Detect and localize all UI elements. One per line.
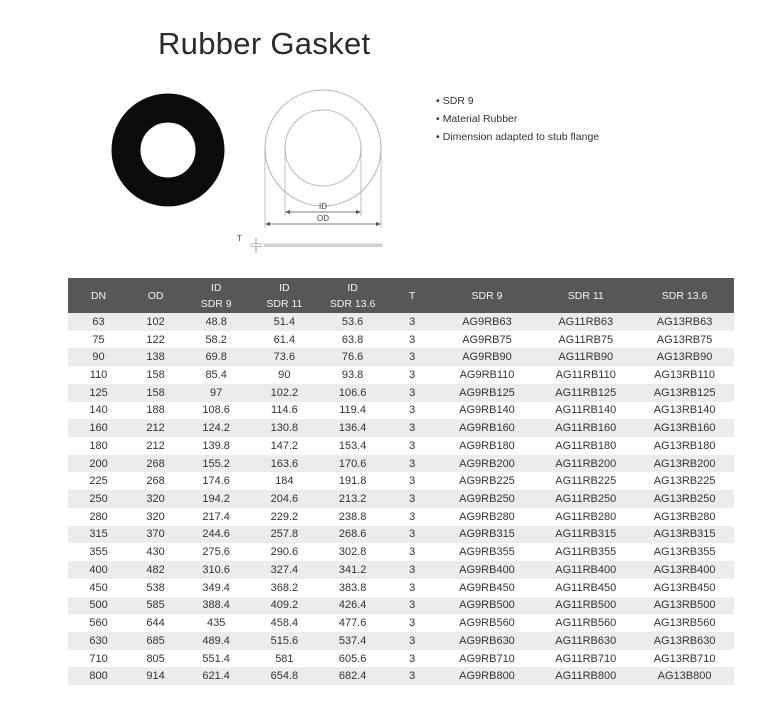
- table-cell: AG11RB500: [536, 597, 635, 615]
- table-header-row: [68, 278, 734, 313]
- table-cell: 3: [387, 632, 438, 650]
- table-cell: 110: [68, 366, 129, 384]
- od-label: OD: [317, 214, 329, 223]
- table-row: [68, 331, 734, 349]
- spec-item: • Material Rubber: [436, 113, 518, 125]
- table-cell: 682.4: [318, 667, 386, 685]
- table-cell: 238.8: [318, 508, 386, 526]
- header-sdr11: SDR 11: [536, 278, 635, 313]
- table-cell: 355: [68, 543, 129, 561]
- table-cell: 914: [129, 667, 182, 685]
- table-cell: 450: [68, 579, 129, 597]
- table-cell: 48.8: [182, 313, 250, 331]
- table-cell: 3: [387, 437, 438, 455]
- table-cell: AG9RB160: [438, 419, 537, 437]
- table-cell: 3: [387, 508, 438, 526]
- table-cell: 320: [129, 508, 182, 526]
- header-sdr13-6: SDR 13.6: [635, 278, 734, 313]
- table-row: [68, 348, 734, 366]
- table-cell: 106.6: [318, 384, 386, 402]
- table-cell: AG11RB710: [536, 650, 635, 668]
- table-cell: AG13RB90: [635, 348, 734, 366]
- table-cell: AG13RB450: [635, 579, 734, 597]
- table-cell: AG13RB160: [635, 419, 734, 437]
- header-id-sdr13-6: ID SDR 13.6: [318, 278, 386, 313]
- table-row: [68, 667, 734, 685]
- table-cell: 538: [129, 579, 182, 597]
- table-cell: 153.4: [318, 437, 386, 455]
- page-title: Rubber Gasket: [158, 26, 371, 61]
- table-row: [68, 384, 734, 402]
- table-cell: 76.6: [318, 348, 386, 366]
- table-cell: 69.8: [182, 348, 250, 366]
- table-cell: 3: [387, 526, 438, 544]
- table-cell: 170.6: [318, 455, 386, 473]
- table-cell: 630: [68, 632, 129, 650]
- table-row: [68, 455, 734, 473]
- table-cell: 268.6: [318, 526, 386, 544]
- table-cell: AG11RB63: [536, 313, 635, 331]
- table-cell: AG13RB400: [635, 561, 734, 579]
- table-cell: AG11RB160: [536, 419, 635, 437]
- table-cell: 51.4: [250, 313, 318, 331]
- table-cell: 229.2: [250, 508, 318, 526]
- table-cell: 102.2: [250, 384, 318, 402]
- table-cell: 280: [68, 508, 129, 526]
- table-cell: AG11RB200: [536, 455, 635, 473]
- table-cell: AG11RB630: [536, 632, 635, 650]
- table-row: [68, 402, 734, 420]
- table-cell: 644: [129, 614, 182, 632]
- table-row: [68, 437, 734, 455]
- table-cell: 621.4: [182, 667, 250, 685]
- table-cell: 138: [129, 348, 182, 366]
- table-row: [68, 614, 734, 632]
- table-row: [68, 366, 734, 384]
- table-cell: 90: [68, 348, 129, 366]
- table-cell: 315: [68, 526, 129, 544]
- table-cell: AG9RB630: [438, 632, 537, 650]
- table-cell: 213.2: [318, 490, 386, 508]
- table-cell: AG9RB450: [438, 579, 537, 597]
- table-cell: AG9RB560: [438, 614, 537, 632]
- table-row: [68, 632, 734, 650]
- table-cell: 341.2: [318, 561, 386, 579]
- table-cell: AG11RB355: [536, 543, 635, 561]
- table-cell: 310.6: [182, 561, 250, 579]
- table-cell: AG9RB800: [438, 667, 537, 685]
- gasket-side-profile: [264, 244, 382, 247]
- table-cell: 212: [129, 437, 182, 455]
- table-cell: 73.6: [250, 348, 318, 366]
- table-cell: 537.4: [318, 632, 386, 650]
- table-cell: 58.2: [182, 331, 250, 349]
- table-cell: AG9RB140: [438, 402, 537, 420]
- table-cell: AG9RB225: [438, 472, 537, 490]
- table-cell: 204.6: [250, 490, 318, 508]
- table-cell: AG13B800: [635, 667, 734, 685]
- table-row: [68, 508, 734, 526]
- table-cell: 290.6: [250, 543, 318, 561]
- table-cell: 3: [387, 313, 438, 331]
- table-cell: AG13RB75: [635, 331, 734, 349]
- table-cell: 250: [68, 490, 129, 508]
- table-cell: 3: [387, 366, 438, 384]
- table-row: [68, 526, 734, 544]
- table-cell: AG13RB630: [635, 632, 734, 650]
- table-cell: 805: [129, 650, 182, 668]
- table-cell: 244.6: [182, 526, 250, 544]
- table-cell: AG11RB800: [536, 667, 635, 685]
- table-cell: AG11RB400: [536, 561, 635, 579]
- table-cell: 3: [387, 543, 438, 561]
- table-row: [68, 650, 734, 668]
- table-cell: AG13RB180: [635, 437, 734, 455]
- table-cell: AG9RB75: [438, 331, 537, 349]
- table-cell: 409.2: [250, 597, 318, 615]
- table-cell: AG9RB250: [438, 490, 537, 508]
- table-cell: 75: [68, 331, 129, 349]
- header-sdr9: SDR 9: [438, 278, 537, 313]
- inner-diameter-circle: [285, 110, 361, 186]
- table-cell: AG11RB75: [536, 331, 635, 349]
- table-cell: AG13RB63: [635, 313, 734, 331]
- table-cell: AG13RB110: [635, 366, 734, 384]
- table-cell: 191.8: [318, 472, 386, 490]
- table-cell: 585: [129, 597, 182, 615]
- table-cell: 370: [129, 526, 182, 544]
- table-cell: 320: [129, 490, 182, 508]
- table-cell: AG9RB110: [438, 366, 537, 384]
- table-cell: 140: [68, 402, 129, 420]
- table-cell: AG11RB225: [536, 472, 635, 490]
- table-row: [68, 579, 734, 597]
- header-od: OD: [129, 278, 182, 313]
- table-cell: 349.4: [182, 579, 250, 597]
- table-cell: 130.8: [250, 419, 318, 437]
- table-cell: AG9RB315: [438, 526, 537, 544]
- table-cell: 302.8: [318, 543, 386, 561]
- table-cell: 489.4: [182, 632, 250, 650]
- table-row: [68, 490, 734, 508]
- table-cell: 368.2: [250, 579, 318, 597]
- table-cell: AG13RB560: [635, 614, 734, 632]
- id-label: ID: [319, 202, 327, 211]
- table-cell: AG13RB710: [635, 650, 734, 668]
- table-cell: 430: [129, 543, 182, 561]
- table-cell: 3: [387, 348, 438, 366]
- table-cell: 194.2: [182, 490, 250, 508]
- table-cell: AG13RB500: [635, 597, 734, 615]
- table-cell: 53.6: [318, 313, 386, 331]
- table-cell: 85.4: [182, 366, 250, 384]
- table-cell: AG9RB63: [438, 313, 537, 331]
- table-cell: 3: [387, 472, 438, 490]
- table-cell: 225: [68, 472, 129, 490]
- table-cell: 605.6: [318, 650, 386, 668]
- table-cell: 125: [68, 384, 129, 402]
- table-cell: 551.4: [182, 650, 250, 668]
- table-cell: 3: [387, 597, 438, 615]
- table-cell: 93.8: [318, 366, 386, 384]
- table-cell: 268: [129, 472, 182, 490]
- table-cell: 97: [182, 384, 250, 402]
- table-cell: AG11RB180: [536, 437, 635, 455]
- gasket-dimensions-table: [68, 278, 734, 685]
- table-cell: 61.4: [250, 331, 318, 349]
- table-cell: 477.6: [318, 614, 386, 632]
- table-cell: 3: [387, 419, 438, 437]
- table-cell: 158: [129, 366, 182, 384]
- table-cell: 327.4: [250, 561, 318, 579]
- t-label: T: [237, 234, 242, 243]
- table-cell: 180: [68, 437, 129, 455]
- table-cell: AG13RB125: [635, 384, 734, 402]
- table-cell: AG13RB140: [635, 402, 734, 420]
- table-cell: 3: [387, 579, 438, 597]
- table-cell: AG13RB355: [635, 543, 734, 561]
- table-cell: 3: [387, 614, 438, 632]
- table-cell: 257.8: [250, 526, 318, 544]
- table-cell: 63.8: [318, 331, 386, 349]
- table-cell: 710: [68, 650, 129, 668]
- table-row: [68, 561, 734, 579]
- table-cell: 400: [68, 561, 129, 579]
- table-cell: 275.6: [182, 543, 250, 561]
- table-cell: 3: [387, 667, 438, 685]
- table-cell: 515.6: [250, 632, 318, 650]
- table-cell: AG11RB250: [536, 490, 635, 508]
- header-dn: DN: [68, 278, 129, 313]
- table-cell: AG9RB355: [438, 543, 537, 561]
- table-cell: AG11RB280: [536, 508, 635, 526]
- table-cell: 147.2: [250, 437, 318, 455]
- table-cell: AG13RB200: [635, 455, 734, 473]
- table-cell: 388.4: [182, 597, 250, 615]
- table-cell: AG13RB315: [635, 526, 734, 544]
- header-id-sdr9: ID SDR 9: [182, 278, 250, 313]
- table-cell: 685: [129, 632, 182, 650]
- table-cell: 124.2: [182, 419, 250, 437]
- table-cell: 3: [387, 650, 438, 668]
- table-cell: AG13RB250: [635, 490, 734, 508]
- spec-item: • Dimension adapted to stub flange: [436, 131, 600, 143]
- table-cell: AG11RB125: [536, 384, 635, 402]
- table-cell: 188: [129, 402, 182, 420]
- table-cell: 174.6: [182, 472, 250, 490]
- table-cell: AG9RB280: [438, 508, 537, 526]
- table-cell: 3: [387, 490, 438, 508]
- table-cell: 136.4: [318, 419, 386, 437]
- table-cell: AG11RB450: [536, 579, 635, 597]
- table-cell: 268: [129, 455, 182, 473]
- table-row: [68, 472, 734, 490]
- table-cell: 114.6: [250, 402, 318, 420]
- table-cell: AG9RB180: [438, 437, 537, 455]
- table-cell: 217.4: [182, 508, 250, 526]
- table-cell: 108.6: [182, 402, 250, 420]
- table-cell: 63: [68, 313, 129, 331]
- table-cell: 458.4: [250, 614, 318, 632]
- table-cell: 654.8: [250, 667, 318, 685]
- table-cell: 800: [68, 667, 129, 685]
- table-cell: 560: [68, 614, 129, 632]
- table-cell: 383.8: [318, 579, 386, 597]
- table-cell: AG11RB315: [536, 526, 635, 544]
- table-cell: AG11RB90: [536, 348, 635, 366]
- table-cell: AG9RB200: [438, 455, 537, 473]
- table-cell: 212: [129, 419, 182, 437]
- table-cell: AG9RB400: [438, 561, 537, 579]
- table-cell: 3: [387, 402, 438, 420]
- table-cell: AG9RB90: [438, 348, 537, 366]
- spec-list: [436, 92, 599, 146]
- table-cell: 160: [68, 419, 129, 437]
- table-row: [68, 597, 734, 615]
- table-cell: 139.8: [182, 437, 250, 455]
- table-cell: 426.4: [318, 597, 386, 615]
- table-cell: 3: [387, 384, 438, 402]
- table-row: [68, 419, 734, 437]
- table-body: [68, 313, 734, 685]
- header-t: T: [387, 278, 438, 313]
- table-cell: 581: [250, 650, 318, 668]
- table-cell: AG9RB125: [438, 384, 537, 402]
- table-cell: 3: [387, 331, 438, 349]
- table-cell: AG9RB710: [438, 650, 537, 668]
- outer-diameter-circle: [265, 90, 381, 206]
- table-cell: AG13RB225: [635, 472, 734, 490]
- table-cell: 119.4: [318, 402, 386, 420]
- table-cell: 500: [68, 597, 129, 615]
- header-id-sdr11: ID SDR 11: [250, 278, 318, 313]
- table-cell: 102: [129, 313, 182, 331]
- table-cell: 163.6: [250, 455, 318, 473]
- table-cell: 158: [129, 384, 182, 402]
- table-cell: 200: [68, 455, 129, 473]
- table-cell: 482: [129, 561, 182, 579]
- table-cell: AG11RB140: [536, 402, 635, 420]
- table-cell: 184: [250, 472, 318, 490]
- table-cell: 122: [129, 331, 182, 349]
- table-cell: AG11RB560: [536, 614, 635, 632]
- table-cell: 3: [387, 561, 438, 579]
- table-cell: 90: [250, 366, 318, 384]
- spec-item: • SDR 9: [436, 95, 474, 107]
- table-cell: 155.2: [182, 455, 250, 473]
- gasket-photo-icon: [110, 92, 226, 208]
- gasket-technical-drawing: [228, 88, 398, 258]
- table-row: [68, 543, 734, 561]
- table-cell: 3: [387, 455, 438, 473]
- table-cell: AG9RB500: [438, 597, 537, 615]
- table-cell: AG11RB110: [536, 366, 635, 384]
- table-row: [68, 313, 734, 331]
- table-cell: 435: [182, 614, 250, 632]
- table-cell: AG13RB280: [635, 508, 734, 526]
